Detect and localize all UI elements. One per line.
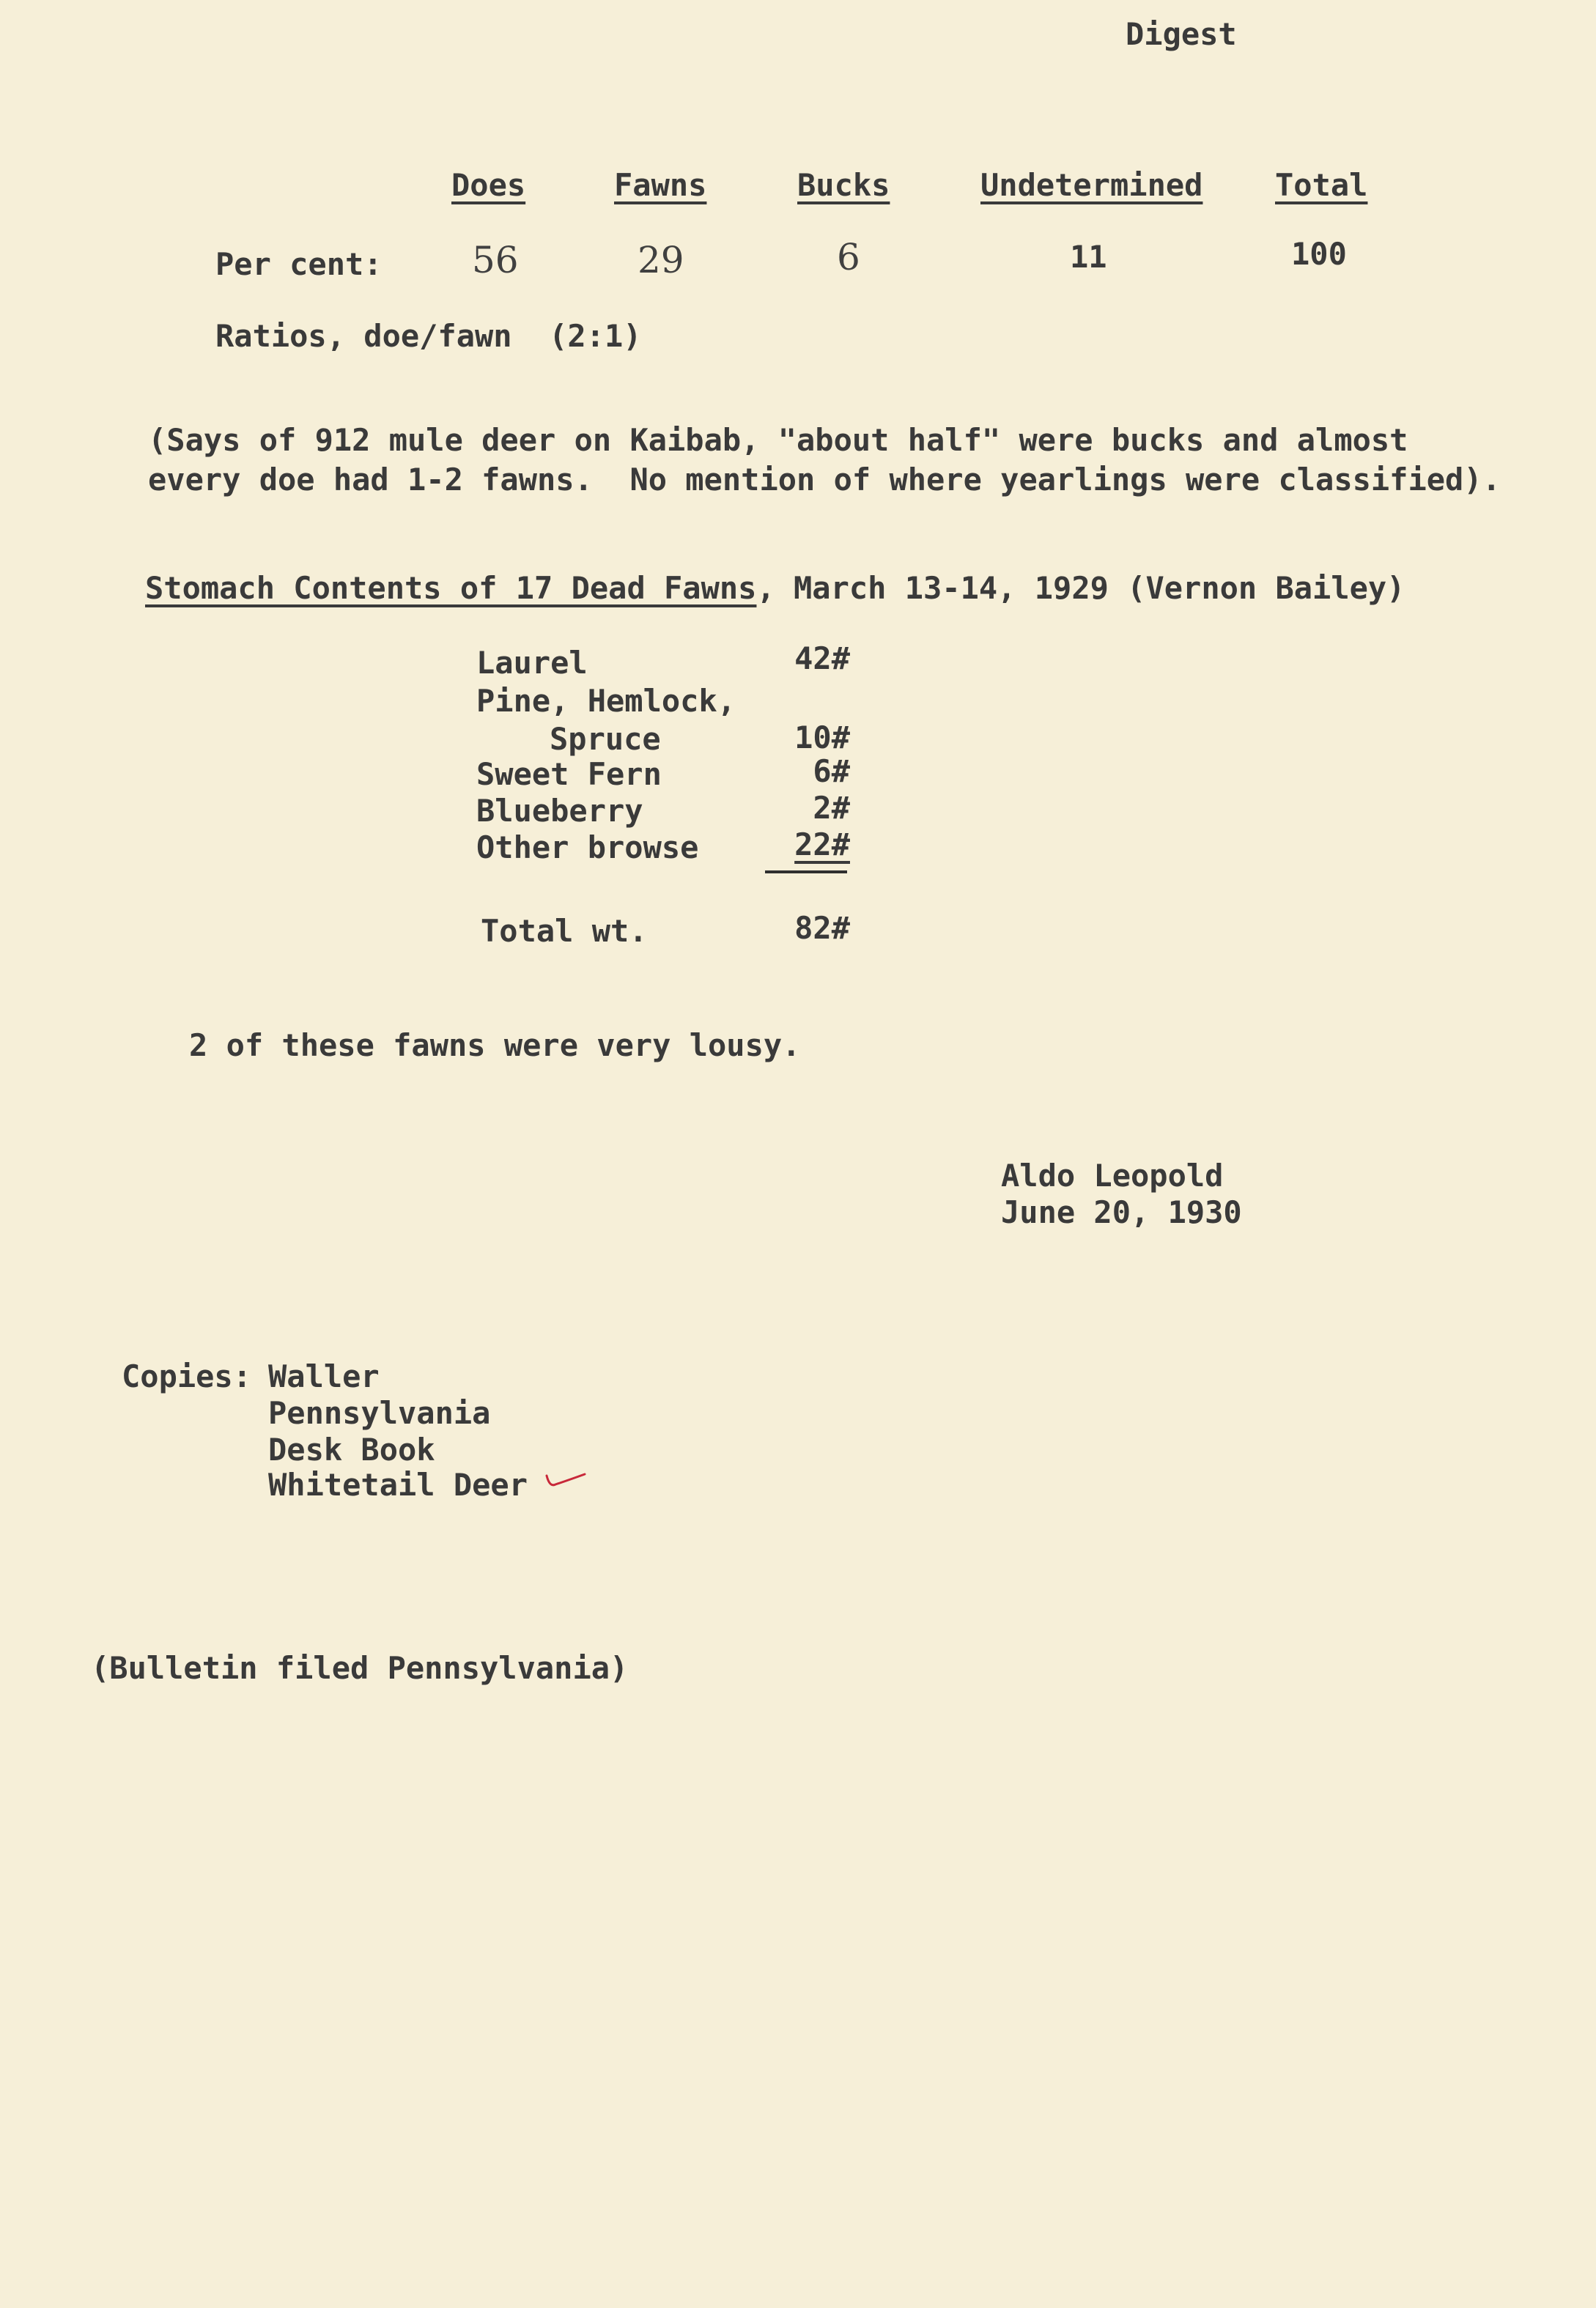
header-does: Does xyxy=(451,167,526,203)
lousy-remark: 2 of these fawns were very lousy. xyxy=(189,1027,801,1063)
stomach-item-value: 42# xyxy=(794,640,850,676)
signature-name: Aldo Leopold xyxy=(1001,1158,1224,1194)
stomach-heading xyxy=(145,570,1405,607)
value-does: 56 xyxy=(472,239,519,281)
stomach-item-label: Blueberry xyxy=(476,793,643,829)
red-check-mark-icon xyxy=(544,1471,588,1490)
stomach-item-value: 2# xyxy=(813,790,850,826)
header-bucks: Bucks xyxy=(797,167,890,203)
row-label-percent: Per cent: xyxy=(215,246,383,282)
value-total: 100 xyxy=(1291,236,1347,272)
stomach-item-label: Sweet Fern xyxy=(476,756,662,792)
stomach-heading-underlined: Stomach Contents of 17 Dead Fawns xyxy=(145,570,757,606)
total-weight-label: Total wt. xyxy=(481,913,648,949)
stomach-item-value: 10# xyxy=(794,720,850,755)
value-undetermined: 11 xyxy=(1070,239,1107,275)
stomach-item-value: 22# xyxy=(794,826,850,862)
stomach-item-value: 6# xyxy=(813,753,850,789)
bulletin-note: (Bulletin filed Pennsylvania) xyxy=(91,1650,629,1686)
digest-label: Digest xyxy=(1126,16,1237,52)
copies-recipient: Pennsylvania xyxy=(268,1395,491,1431)
stomach-heading-rest: , March 13-14, 1929 (Vernon Bailey) xyxy=(756,570,1405,606)
stomach-item-label: Laurel xyxy=(476,645,588,681)
copies-recipient: Waller xyxy=(268,1358,380,1394)
note-line-1: (Says of 912 mule deer on Kaibab, "about half" were bucks and almost xyxy=(148,422,1408,458)
signature-date: June 20, 1930 xyxy=(1001,1194,1242,1230)
copies-label: Copies: xyxy=(122,1358,252,1394)
value-bucks: 6 xyxy=(837,236,860,278)
ratio-line: Ratios, doe/fawn (2:1) xyxy=(215,318,642,354)
header-fawns: Fawns xyxy=(614,167,707,203)
note-line-2: every doe had 1-2 fawns. No mention of where yearlings were classified). xyxy=(148,462,1501,498)
copies-recipient: Whitetail Deer xyxy=(268,1467,528,1503)
stomach-item-label: Other browse xyxy=(476,829,699,865)
header-undetermined: Undetermined xyxy=(980,167,1203,203)
sum-rule xyxy=(765,870,847,873)
total-weight-value: 82# xyxy=(794,910,850,946)
copies-recipient: Desk Book xyxy=(268,1432,435,1468)
stomach-item-label: Pine, Hemlock, xyxy=(476,683,736,719)
stomach-item-label: Spruce xyxy=(550,721,661,757)
header-total: Total xyxy=(1275,167,1368,203)
value-fawns: 29 xyxy=(638,239,684,281)
